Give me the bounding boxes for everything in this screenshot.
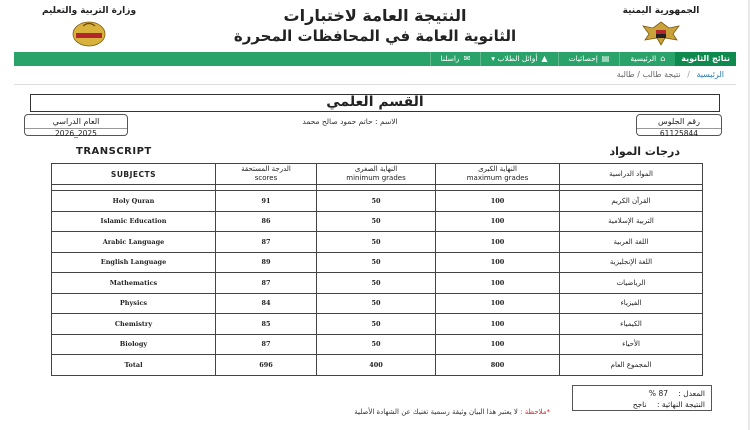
final-result-value: ناجح bbox=[632, 400, 647, 409]
header-title-line1: النتيجة العامة لاختبارات bbox=[283, 6, 467, 25]
header-maximum-ar: النهاية الكبرى bbox=[478, 165, 517, 173]
table-row bbox=[52, 314, 703, 335]
subject-en: Islamic Education bbox=[52, 211, 216, 232]
score-cell: 89 bbox=[216, 252, 317, 273]
academic-year-value: 2026_2025 bbox=[25, 128, 127, 139]
header-minimum-en: minimum grades bbox=[346, 174, 406, 182]
score-cell: 87 bbox=[216, 232, 317, 253]
score-cell: 85 bbox=[216, 314, 317, 335]
subject-ar: الكيمياء bbox=[560, 314, 703, 335]
score-cell: 84 bbox=[216, 293, 317, 314]
nav-brand[interactable]: نتائج الثانوية bbox=[675, 52, 736, 66]
subject-en: Total bbox=[52, 355, 216, 376]
header-titles bbox=[170, 6, 580, 45]
table-row bbox=[52, 293, 703, 314]
table-row bbox=[52, 232, 703, 253]
header-subjects: SUBJECTS bbox=[52, 164, 216, 185]
graduation-icon: ▲ bbox=[541, 54, 548, 63]
min-cell: 50 bbox=[317, 191, 436, 212]
header-minimum-ar: النهاية الصغرى bbox=[354, 165, 398, 173]
max-cell: 100 bbox=[436, 191, 560, 212]
subject-ar: الرياضيات bbox=[560, 273, 703, 294]
subject-en: Chemistry bbox=[52, 314, 216, 335]
max-cell: 100 bbox=[436, 232, 560, 253]
nav-item-home[interactable] bbox=[619, 52, 675, 66]
max-cell: 100 bbox=[436, 252, 560, 273]
max-cell: 100 bbox=[436, 293, 560, 314]
score-cell: 91 bbox=[216, 191, 317, 212]
min-cell: 50 bbox=[317, 252, 436, 273]
max-cell: 800 bbox=[436, 355, 560, 376]
subject-en: English Language bbox=[52, 252, 216, 273]
stats-icon: ▤ bbox=[601, 54, 610, 63]
average-value: 87 % bbox=[648, 389, 668, 398]
header-scores-ar: الدرجة المستحقة bbox=[241, 165, 291, 173]
republic-emblem-block bbox=[586, 6, 736, 52]
home-icon: ⌂ bbox=[660, 54, 666, 63]
nav-item-statistics-label: إحصائيات bbox=[568, 54, 598, 63]
header-maximum-en: maximum grades bbox=[466, 174, 529, 182]
score-cell: 87 bbox=[216, 334, 317, 355]
ministry-logo-icon bbox=[67, 18, 111, 48]
seat-number-value: 61125844 bbox=[637, 128, 721, 139]
final-result-line bbox=[579, 399, 705, 410]
table-row bbox=[52, 252, 703, 273]
average-line bbox=[579, 388, 705, 399]
header-minimum bbox=[317, 164, 436, 185]
mail-icon: ✉ bbox=[463, 54, 471, 63]
header-scores bbox=[216, 164, 317, 185]
subject-ar: اللغة الإنجليزية bbox=[560, 252, 703, 273]
subject-ar: المجموع العام bbox=[560, 355, 703, 376]
ministry-label: وزارة التربية والتعليم bbox=[41, 6, 137, 16]
subject-en: Holy Quran bbox=[52, 191, 216, 212]
nav-item-top-students-label: أوائل الطلاب ▾ bbox=[491, 54, 538, 63]
nav-item-statistics[interactable] bbox=[558, 52, 620, 66]
note-text: لا يعتبر هذا البيان وثيقة رسمية تغنيك عن الشهادة الأصلية bbox=[354, 408, 518, 416]
subject-ar: اللغة العربية bbox=[560, 232, 703, 253]
breadcrumb-current: نتيجة طالب / طالبة bbox=[616, 70, 681, 79]
breadcrumb bbox=[617, 70, 724, 79]
section-title: القسم العلمي bbox=[30, 94, 720, 112]
score-cell: 87 bbox=[216, 273, 317, 294]
min-cell: 50 bbox=[317, 314, 436, 335]
student-name-colon: : bbox=[372, 117, 378, 126]
seat-number-box bbox=[636, 114, 722, 136]
table-row bbox=[52, 334, 703, 355]
table-header-row bbox=[52, 164, 703, 185]
min-cell: 50 bbox=[317, 293, 436, 314]
subject-en: Mathematics bbox=[52, 273, 216, 294]
header-subjects-ar: المواد الدراسية bbox=[560, 164, 703, 185]
nav-item-top-students[interactable] bbox=[480, 52, 557, 66]
header bbox=[0, 0, 750, 52]
table-row-total bbox=[52, 355, 703, 376]
subject-ar: التربية الإسلامية bbox=[560, 211, 703, 232]
breadcrumb-home[interactable]: الرئيسية bbox=[696, 70, 724, 79]
republic-label: الجمهورية اليمنية bbox=[622, 6, 700, 16]
table-row bbox=[52, 273, 703, 294]
final-result-label: النتيجة النهائية : bbox=[656, 400, 705, 409]
divider bbox=[14, 84, 736, 85]
subject-ar: الأحياء bbox=[560, 334, 703, 355]
academic-year-box bbox=[24, 114, 128, 136]
max-cell: 100 bbox=[436, 211, 560, 232]
student-name bbox=[240, 117, 460, 126]
result-box bbox=[572, 385, 712, 411]
max-cell: 100 bbox=[436, 314, 560, 335]
nav-item-contact-label: راسلنا bbox=[440, 54, 460, 63]
subject-en: Physics bbox=[52, 293, 216, 314]
disclaimer-note bbox=[354, 408, 550, 416]
header-scores-en: scores bbox=[254, 174, 278, 182]
score-cell: 696 bbox=[216, 355, 317, 376]
eagle-emblem-icon bbox=[639, 18, 683, 48]
top-nav bbox=[14, 52, 736, 66]
transcript-heading: TRANSCRIPT bbox=[76, 146, 152, 157]
max-cell: 100 bbox=[436, 334, 560, 355]
subject-ar: الفيزياء bbox=[560, 293, 703, 314]
nav-item-home-label: الرئيسية bbox=[630, 54, 657, 63]
subjects-heading-ar: درجات المواد bbox=[609, 145, 680, 158]
header-title-line2: الثانوية العامة في المحافظات المحررة bbox=[233, 27, 517, 45]
score-cell: 86 bbox=[216, 211, 317, 232]
ministry-block bbox=[14, 6, 164, 52]
nav-item-contact[interactable] bbox=[430, 52, 481, 66]
subject-ar: القرآن الكريم bbox=[560, 191, 703, 212]
student-name-value: حاتم حمود صالح محمد bbox=[302, 117, 373, 126]
student-name-label: الاسم bbox=[379, 117, 398, 126]
subject-en: Biology bbox=[52, 334, 216, 355]
min-cell: 50 bbox=[317, 273, 436, 294]
min-cell: 50 bbox=[317, 334, 436, 355]
seat-number-label: رقم الجلوس bbox=[658, 117, 700, 126]
breadcrumb-separator: / bbox=[687, 70, 690, 79]
max-cell: 100 bbox=[436, 273, 560, 294]
subject-en: Arabic Language bbox=[52, 232, 216, 253]
table-row bbox=[52, 211, 703, 232]
min-cell: 50 bbox=[317, 211, 436, 232]
header-maximum bbox=[436, 164, 560, 185]
grades-table bbox=[51, 163, 703, 376]
min-cell: 400 bbox=[317, 355, 436, 376]
min-cell: 50 bbox=[317, 232, 436, 253]
academic-year-label: العام الدراسي bbox=[52, 117, 100, 126]
table-row bbox=[52, 191, 703, 212]
average-label: المعدل : bbox=[678, 389, 705, 398]
note-label: *ملاحظة : bbox=[520, 408, 550, 416]
